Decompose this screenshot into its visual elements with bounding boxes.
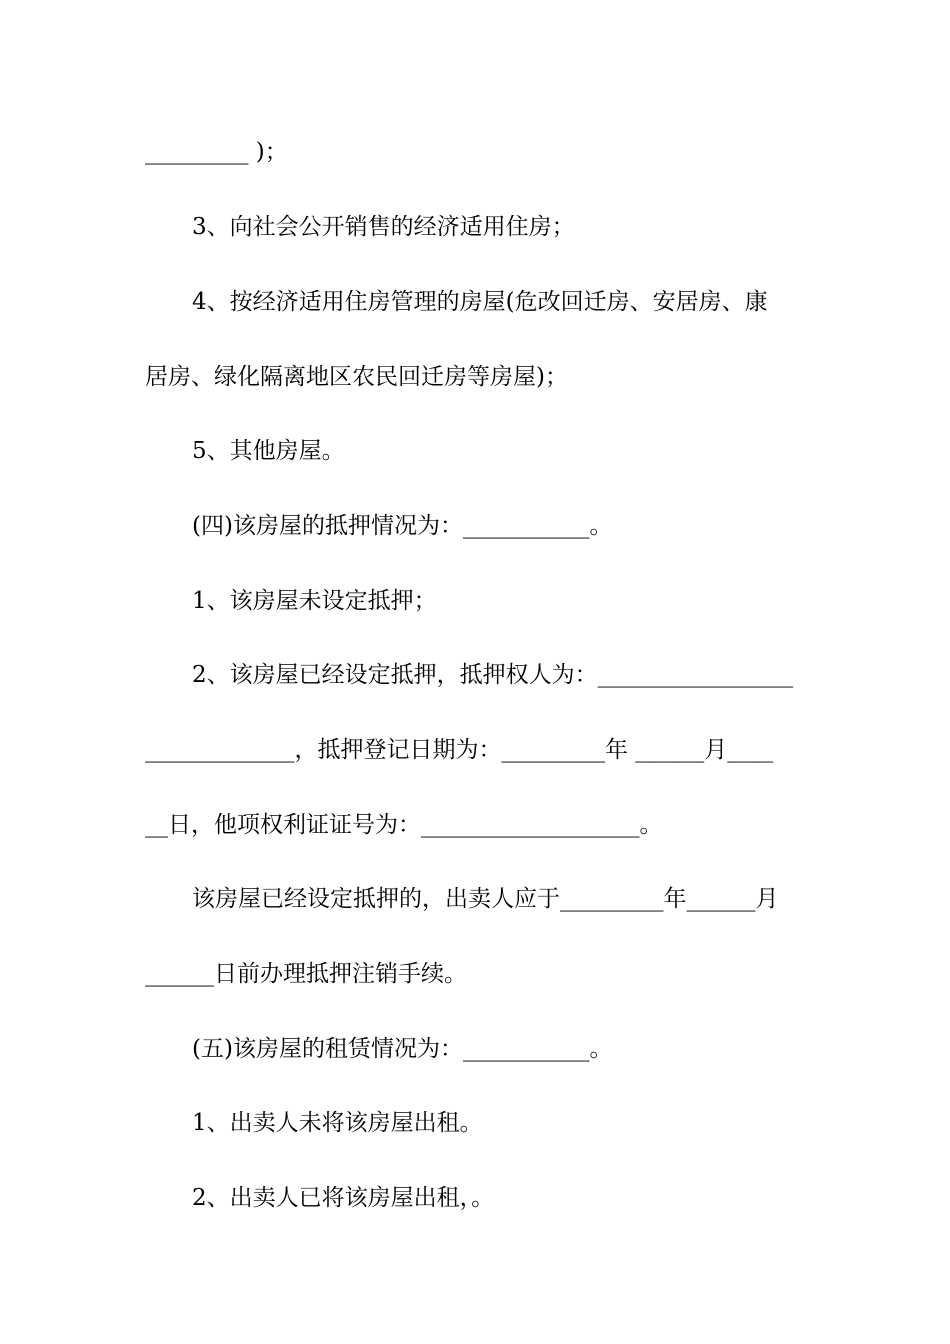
- text-line: 1、出卖人未将该房屋出租。: [192, 1110, 483, 1136]
- text-line: 2、该房屋已经设定抵押，抵押权人为：_________________: [192, 662, 794, 688]
- text-line: 2、出卖人已将该房屋出租，。: [192, 1185, 495, 1211]
- text-line: 3、向社会公开销售的经济适用住房；: [192, 214, 575, 240]
- text-line: _________ )；: [145, 139, 288, 165]
- text-line: 该房屋已经设定抵押的，出卖人应于_________年______月: [192, 886, 779, 912]
- text-line: (五)该房屋的租赁情况为：___________。: [192, 1036, 613, 1062]
- text-line: 居房、绿化隔离地区农民回迁房等房屋)；: [145, 364, 568, 390]
- text-line: (四)该房屋的抵押情况为：___________。: [192, 513, 613, 539]
- text-line: __日，他项权利证证号为：___________________。: [145, 812, 663, 838]
- text-line: ______日前办理抵押注销手续。: [145, 961, 467, 987]
- text-line: 5、其他房屋。: [192, 438, 345, 464]
- text-line: 1、该房屋未设定抵押；: [192, 588, 437, 614]
- text-line: 4、按经济适用住房管理的房屋(危改回迁房、安居房、康: [192, 289, 768, 315]
- text-line: _____________，抵押登记日期为：_________年 ______月____: [145, 737, 774, 763]
